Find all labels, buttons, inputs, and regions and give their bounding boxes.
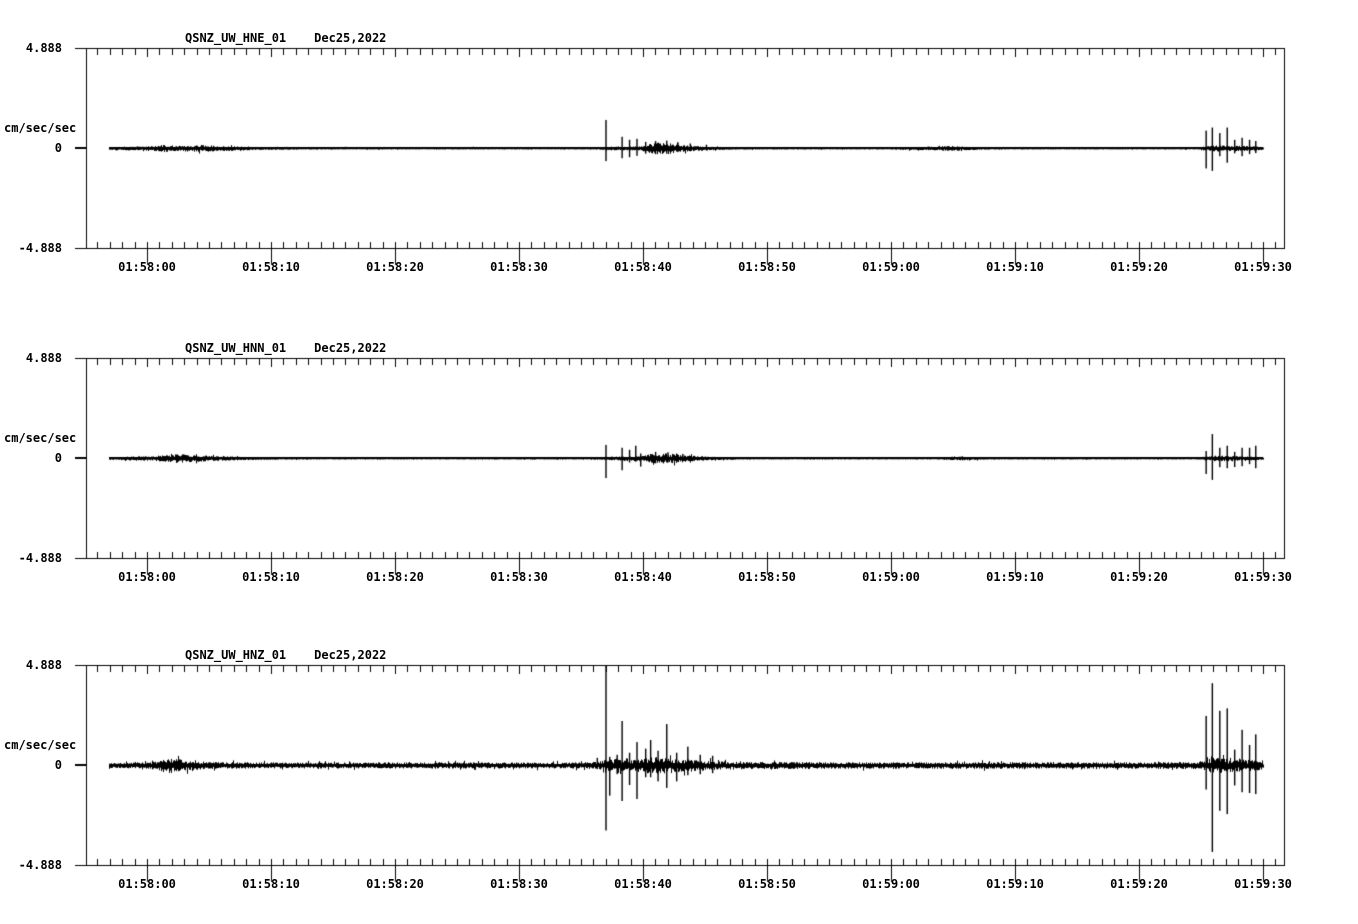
y-axis-units-label: cm/sec/sec	[4, 121, 77, 135]
x-tick-label: 01:58:50	[738, 260, 796, 274]
x-tick-label: 01:58:30	[490, 877, 548, 891]
y-tick-min: -4.888	[18, 858, 62, 872]
x-tick-label: 01:59:00	[862, 260, 920, 274]
x-tick-label: 01:58:00	[118, 260, 176, 274]
plot-date: Dec25,2022	[314, 648, 387, 662]
x-tick-label: 01:59:10	[986, 570, 1044, 584]
x-tick-label: 01:59:10	[986, 877, 1044, 891]
y-tick-max: 4.888	[25, 351, 62, 365]
y-tick-zero: 0	[54, 758, 62, 772]
x-tick-label: 01:58:10	[242, 260, 300, 274]
x-tick-label: 01:58:40	[614, 877, 672, 891]
x-tick-label: 01:58:10	[242, 570, 300, 584]
x-tick-label: 01:58:50	[738, 877, 796, 891]
y-tick-zero: 0	[54, 451, 62, 465]
x-tick-label: 01:58:20	[366, 570, 424, 584]
y-axis-units-label: cm/sec/sec	[4, 431, 77, 445]
x-tick-label: 01:59:10	[986, 260, 1044, 274]
x-tick-label: 01:59:30	[1234, 877, 1292, 891]
x-tick-label: 01:59:20	[1110, 570, 1168, 584]
y-tick-max: 4.888	[25, 41, 62, 55]
plot-title: QSNZ_UW_HNZ_01	[185, 648, 287, 662]
plot-date: Dec25,2022	[314, 31, 387, 45]
plot-date: Dec25,2022	[314, 341, 387, 355]
x-tick-label: 01:58:20	[366, 877, 424, 891]
y-tick-zero: 0	[54, 141, 62, 155]
x-tick-label: 01:59:00	[862, 877, 920, 891]
y-tick-min: -4.888	[18, 551, 62, 565]
seismogram-plot-hnn	[0, 341, 1358, 584]
x-tick-label: 01:59:20	[1110, 877, 1168, 891]
x-tick-label: 01:58:10	[242, 877, 300, 891]
x-tick-label: 01:58:50	[738, 570, 796, 584]
x-tick-label: 01:59:20	[1110, 260, 1168, 274]
plot-header	[185, 648, 386, 662]
y-axis-units-label: cm/sec/sec	[4, 738, 77, 752]
plot-header	[185, 341, 386, 355]
x-tick-label: 01:59:30	[1234, 570, 1292, 584]
x-tick-label: 01:58:30	[490, 260, 548, 274]
x-tick-label: 01:58:00	[118, 570, 176, 584]
plot-header	[185, 31, 386, 45]
seismogram-plot-hnz	[0, 648, 1358, 891]
x-tick-label: 01:58:00	[118, 877, 176, 891]
x-tick-label: 01:59:30	[1234, 260, 1292, 274]
y-tick-min: -4.888	[18, 241, 62, 255]
x-tick-label: 01:59:00	[862, 570, 920, 584]
plot-title: QSNZ_UW_HNN_01	[185, 341, 287, 355]
plot-title: QSNZ_UW_HNE_01	[185, 31, 287, 45]
x-tick-label: 01:58:30	[490, 570, 548, 584]
x-tick-label: 01:58:20	[366, 260, 424, 274]
x-tick-label: 01:58:40	[614, 570, 672, 584]
x-tick-label: 01:58:40	[614, 260, 672, 274]
seismogram-plot-hne	[0, 31, 1358, 274]
y-tick-max: 4.888	[25, 658, 62, 672]
